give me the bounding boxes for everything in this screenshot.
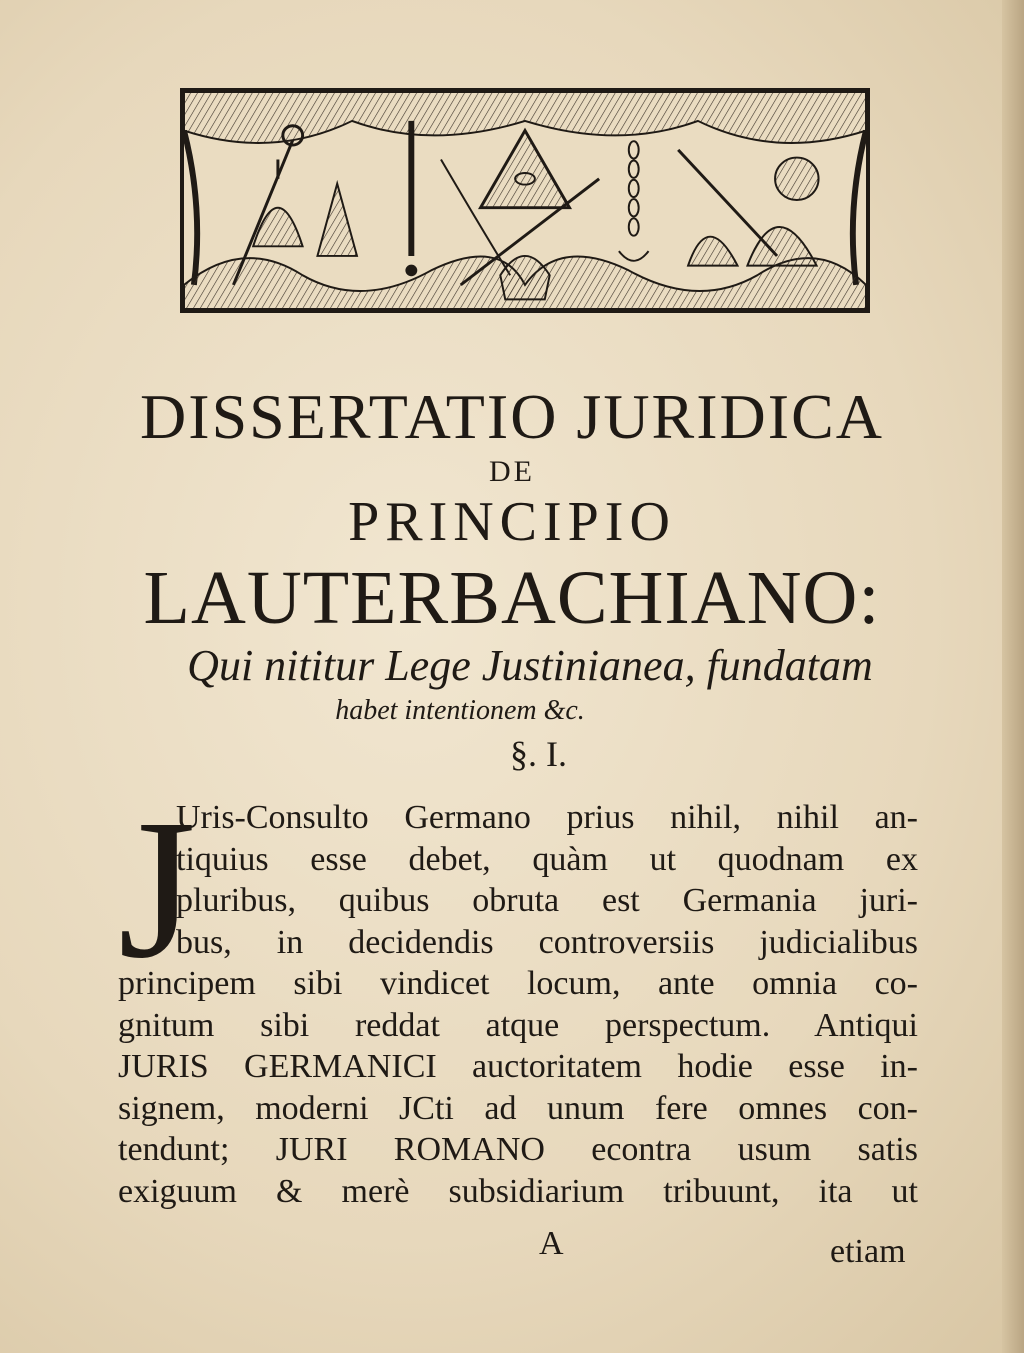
page-edge bbox=[1002, 0, 1024, 1353]
body-line: signem, moderni JCti ad unum fere omnes con- bbox=[118, 1089, 918, 1127]
title-line-2: DE bbox=[489, 455, 535, 488]
header-ornament bbox=[180, 88, 870, 313]
body-line: Uris-Consulto Germano prius nihil, nihil an- bbox=[176, 799, 918, 836]
signature-mark: A bbox=[539, 1225, 564, 1262]
body-line: gnitum sibi reddat atque perspectum. Antiqui bbox=[118, 1006, 918, 1044]
body-line: exiguum & merè subsidiarium tribuunt, ita ut bbox=[118, 1172, 918, 1210]
body-line: JURIS GERMANICI auctoritatem hodie esse in- bbox=[118, 1048, 918, 1085]
title-line-4: LAUTERBACHIANO: bbox=[143, 556, 881, 640]
drop-capital: J bbox=[118, 779, 196, 1000]
subtitle-line-1: Qui nititur Lege Justinianea, fundatam bbox=[187, 641, 873, 690]
catchword: etiam bbox=[830, 1233, 906, 1270]
title-line-3: PRINCIPIO bbox=[348, 491, 676, 553]
body-line: tiquius esse debet, quàm ut quodnam ex bbox=[176, 840, 918, 878]
title-line-1: DISSERTATIO JURIDICA bbox=[140, 381, 884, 452]
ornament-engraving-icon bbox=[184, 92, 866, 309]
subtitle-line-2: habet intentionem &c. bbox=[335, 695, 585, 726]
body-line: principem sibi vindicet locum, ante omnia co- bbox=[118, 965, 918, 1002]
body-line: bus, in decidendis controversiis judicialibus bbox=[176, 923, 918, 961]
body-line: pluribus, quibus obruta est Germania juri- bbox=[176, 882, 918, 919]
section-heading: §. I. bbox=[510, 734, 567, 774]
body-paragraph bbox=[118, 797, 918, 1212]
body-line: tendunt; JURI ROMANO econtra usum satis bbox=[118, 1131, 918, 1168]
